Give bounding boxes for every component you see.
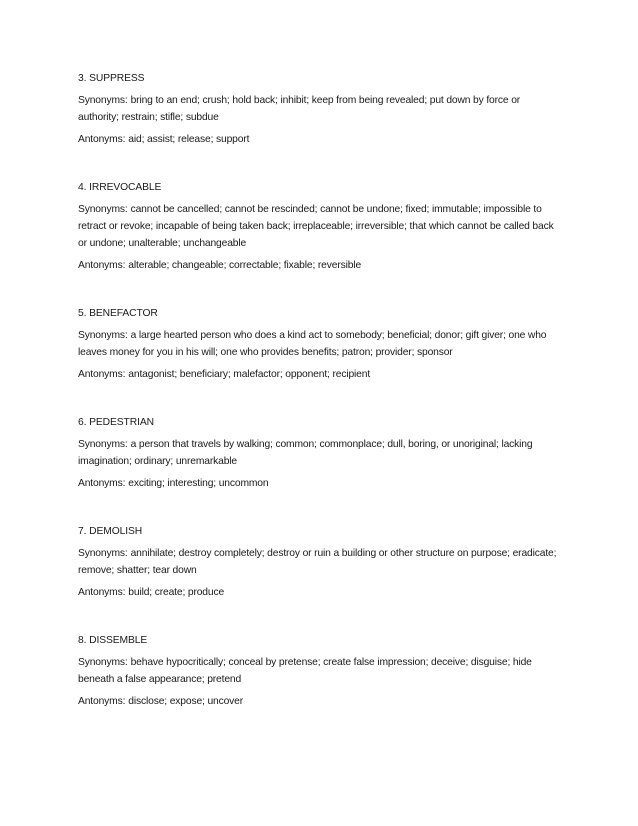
- antonyms-label: Antonyms:: [78, 369, 126, 380]
- vocab-entry-irrevocable: [78, 179, 562, 274]
- entry-heading: 6. PEDESTRIAN: [78, 417, 154, 428]
- synonyms-text: cannot be cancelled; cannot be rescinded; cannot be undone; fixed; immutable; impossible to retract or revoke; incapable of being taken back; irreplaceable; irreversible; that which cannot be called back or undone; unalterable; unchangeable: [78, 204, 554, 249]
- document-page: [78, 70, 562, 741]
- antonyms-line: [78, 475, 562, 492]
- antonyms-line: [78, 257, 562, 274]
- synonyms-text: behave hypocritically; conceal by pretense; create false impression; deceive; disguise; hide beneath a false appearance; pretend: [78, 657, 532, 685]
- entry-heading: 3. SUPPRESS: [78, 73, 145, 84]
- synonyms-line: [78, 436, 562, 470]
- synonyms-text: a large hearted person who does a kind act to somebody; beneficial; donor; gift giver; one who leaves money for you in his will; one who provides benefits; patron; provider; sponsor: [78, 330, 547, 358]
- antonyms-line: [78, 366, 562, 383]
- entry-heading: 4. IRREVOCABLE: [78, 182, 162, 193]
- antonyms-line: [78, 584, 562, 601]
- synonyms-text: bring to an end; crush; hold back; inhibit; keep from being revealed; put down by force or authority; restrain; stifle; subdue: [78, 95, 521, 123]
- antonyms-label: Antonyms:: [78, 587, 126, 598]
- antonyms-label: Antonyms:: [78, 696, 126, 707]
- antonyms-label: Antonyms:: [78, 260, 126, 271]
- antonyms-text: build; create; produce: [128, 587, 225, 598]
- synonyms-label: Synonyms:: [78, 330, 128, 341]
- antonyms-text: aid; assist; release; support: [128, 134, 250, 145]
- antonyms-text: disclose; expose; uncover: [128, 696, 244, 707]
- vocab-entry-dissemble: [78, 632, 562, 710]
- vocab-entry-demolish: [78, 523, 562, 601]
- antonyms-label: Antonyms:: [78, 478, 126, 489]
- antonyms-text: exciting; interesting; uncommon: [128, 478, 269, 489]
- synonyms-label: Synonyms:: [78, 204, 128, 215]
- antonyms-text: alterable; changeable; correctable; fixable; reversible: [128, 260, 362, 271]
- vocab-entry-benefactor: [78, 305, 562, 383]
- antonyms-line: [78, 693, 562, 710]
- entry-heading: 8. DISSEMBLE: [78, 635, 148, 646]
- antonyms-text: antagonist; beneficiary; malefactor; opponent; recipient: [128, 369, 371, 380]
- synonyms-label: Synonyms:: [78, 439, 128, 450]
- synonyms-line: [78, 201, 562, 252]
- synonyms-label: Synonyms:: [78, 548, 128, 559]
- synonyms-text: a person that travels by walking; common; commonplace; dull, boring, or unoriginal; lacking imagination; ordinary; unremarkable: [78, 439, 533, 467]
- synonyms-label: Synonyms:: [78, 95, 128, 106]
- synonyms-line: [78, 654, 562, 688]
- synonyms-line: [78, 327, 562, 361]
- synonyms-line: [78, 92, 562, 126]
- entry-heading: 5. BENEFACTOR: [78, 308, 158, 319]
- vocab-entry-suppress: [78, 70, 562, 148]
- synonyms-label: Synonyms:: [78, 657, 128, 668]
- antonyms-line: [78, 131, 562, 148]
- vocab-entry-pedestrian: [78, 414, 562, 492]
- antonyms-label: Antonyms:: [78, 134, 126, 145]
- entry-heading: 7. DEMOLISH: [78, 526, 143, 537]
- synonyms-line: [78, 545, 562, 579]
- synonyms-text: annihilate; destroy completely; destroy or ruin a building or other structure on purpose; eradicate; remove; shatter; tear down: [78, 548, 557, 576]
